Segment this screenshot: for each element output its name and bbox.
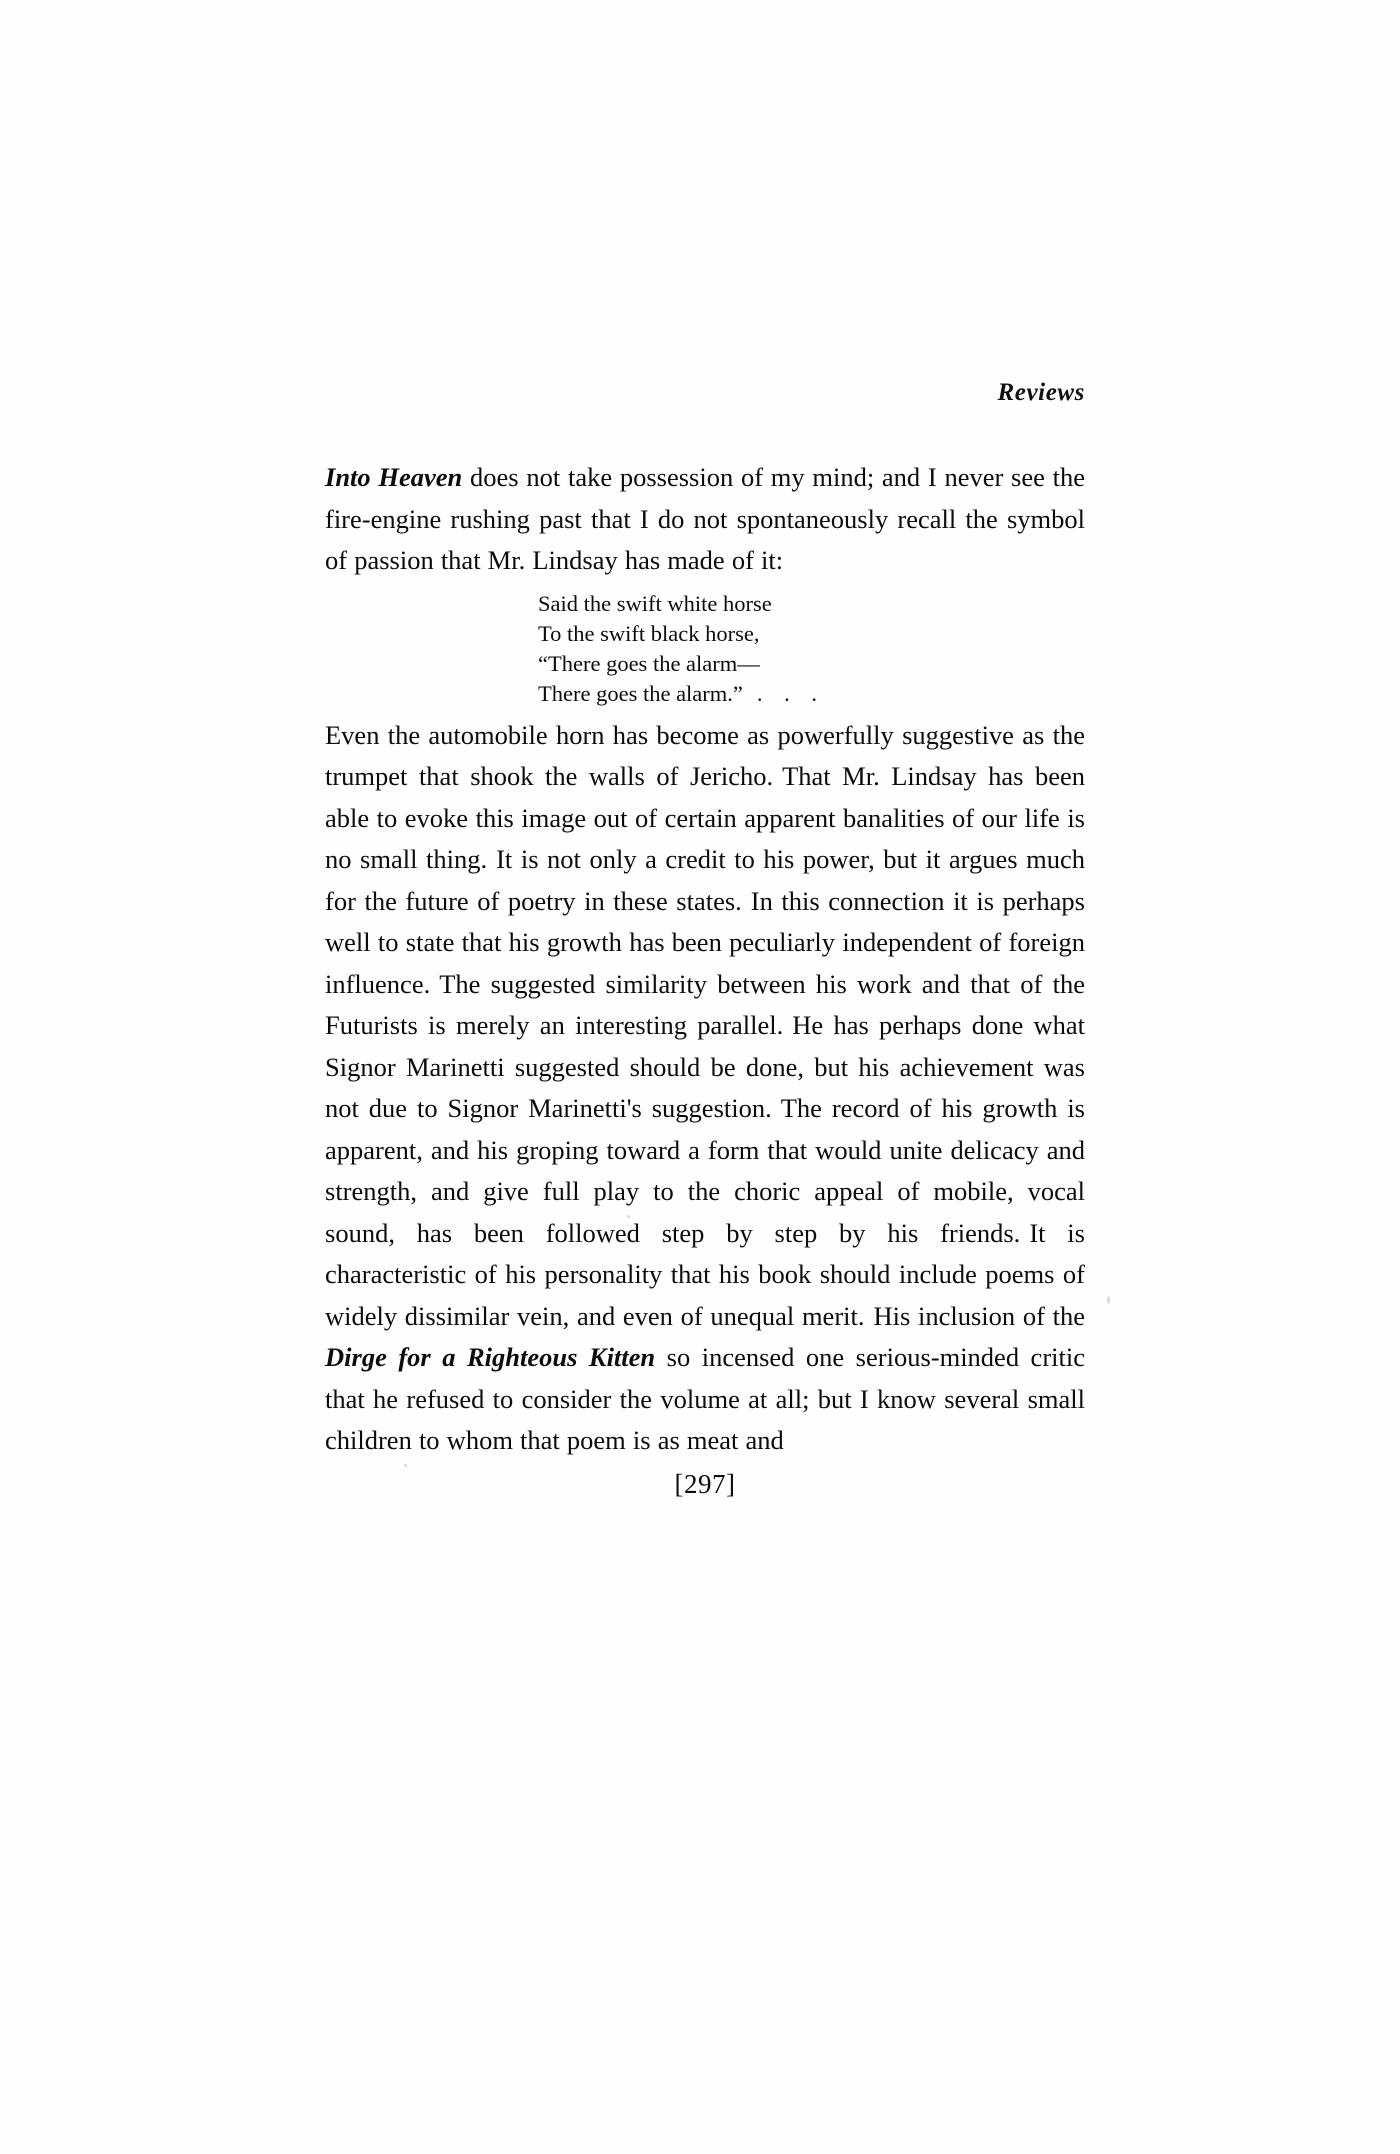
scan-speckle (1107, 1296, 1110, 1304)
verse-line: Said the swift white horse (538, 590, 772, 616)
sentence-evoke-image: That Mr. Lindsay has been able to evoke this image out of certain apparent banalities of our life is no small thing. (325, 761, 1086, 874)
sentence-marinetti: He has perhaps done what Signor Marinetti suggested should be done, but his achievement was not due to Signor Marinetti's suggestion. (325, 1010, 1085, 1123)
verse-line: To the swift black horse, (538, 620, 760, 646)
verse-trailing-ellipsis: . . . (756, 680, 826, 706)
sentence-credit-to-power: It is not only a credit to his power, but it argues much for the future of poetry in these states. (325, 844, 1085, 916)
poem-title-dirge-for-a-righteous-kitten: Dirge for a Righteous Kitten (325, 1342, 656, 1372)
verse-quotation-block (325, 589, 1085, 709)
body-paragraph-main (325, 715, 1085, 1462)
sentence-dirge-tail: so incensed one serious-minded critic that he refused to consider the volume at all; but I know several small children to whom that poem is as meat and (325, 1342, 1085, 1455)
opening-sentence-text: does not take possession of my mind; and I never see the fire-engine rushing past that I do not spontaneously recall the symbol of passion that Mr. Lindsay has made of it: (325, 462, 1086, 575)
sentence-foreign-influence: In this connection it is perhaps well to state that his growth has been peculiarly independent of foreign influence. (325, 885, 1085, 999)
sentence-dissimilar-vein: It is characteristic of his personality that his book should include poems of widely dissimilar vein, and even of unequal merit. (325, 1217, 1085, 1331)
body-paragraph-opening (325, 457, 1085, 582)
page-number-folio: [297] (674, 1468, 736, 1499)
verse-line: “There goes the alarm— (538, 650, 760, 676)
verse-line-text: There goes the alarm.” (538, 680, 743, 706)
sentence-futurists-parallel: The suggested similarity between his work and that of the Futurists is merely an interesting parallel. (325, 968, 1085, 1040)
page-text-column (325, 380, 1085, 1504)
sentence-dirge-lead: His inclusion of the (873, 1300, 1085, 1331)
running-head: Reviews (997, 379, 1085, 406)
book-title-into-heaven: Into Heaven (325, 462, 463, 492)
sentence-record-of-growth: The record of his growth is apparent, and his groping toward a form that would unite delicacy and strength, and give full play to the choric appeal of mobile, vocal sound, has been followed step by step by his friends. (325, 1093, 1085, 1248)
verse-line-final (538, 679, 1085, 709)
sentence-automobile-horn: Even the automobile horn has become as powerfully suggestive as the trumpet that shook the walls of Jericho. (325, 719, 1085, 791)
